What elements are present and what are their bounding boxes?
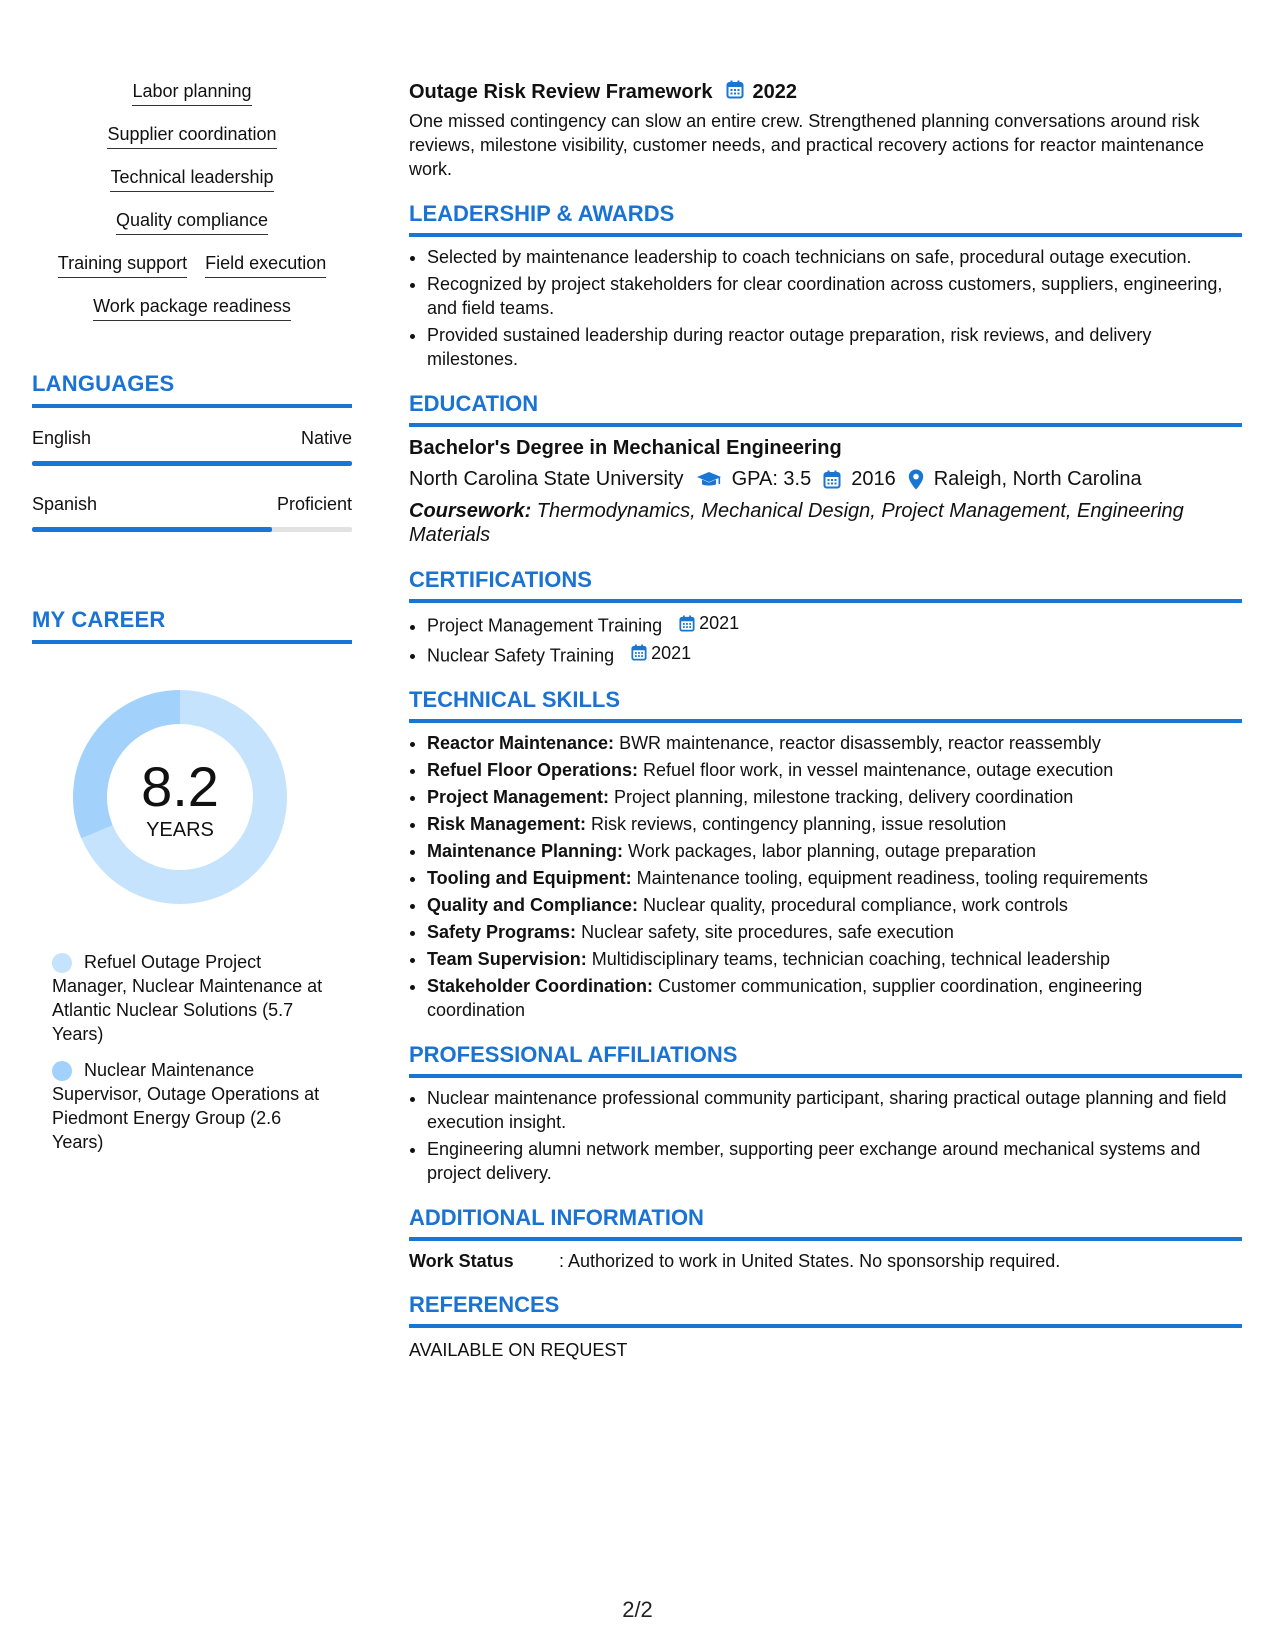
section-rule — [409, 719, 1242, 723]
certification-year: 2021 — [699, 613, 740, 633]
project-entry — [409, 80, 1242, 181]
skill-tag: Field execution — [205, 252, 326, 278]
certification-year: 2021 — [651, 642, 692, 663]
languages-heading: LANGUAGES — [32, 371, 175, 396]
education-meta — [409, 468, 1242, 491]
list-item: • Engineering alumni network member, supporting peer exchange around mechanical systems and project delivery. — [427, 1137, 1242, 1185]
project-year: 2022 — [752, 81, 797, 103]
certification-item — [427, 611, 1242, 638]
project-description: One missed contingency can slow an entire crew. Strengthened planning conversations around risk reviews, milestone visibility, customer needs, and practical recovery actions for reactor maintenance work. — [409, 111, 1205, 179]
skill-category: Project Management: — [427, 787, 610, 807]
education-degree: Bachelor's Degree in Mechanical Engineering — [409, 437, 842, 459]
technical-skill-item — [427, 947, 1242, 971]
skill-category: Maintenance Planning: — [427, 841, 624, 861]
work-status-row — [409, 1251, 1242, 1272]
calendar-icon — [631, 644, 647, 661]
additional-info-heading: ADDITIONAL INFORMATION — [409, 1205, 704, 1230]
career-role-label: Refuel Outage Project Manager, Nuclear Maintenance at Atlantic Nuclear Solutions (5.7 Years) — [52, 952, 323, 1044]
career-heading: MY CAREER — [32, 607, 166, 632]
skill-row — [32, 209, 352, 235]
certification-item — [427, 641, 1242, 668]
language-name: English — [32, 428, 92, 448]
skill-category: Reactor Maintenance: — [427, 733, 615, 753]
language-name: Spanish — [32, 494, 98, 514]
calendar-icon — [679, 615, 695, 632]
language-proficiency-bar — [32, 461, 352, 466]
certifications-list — [409, 611, 1242, 667]
skill-details: Nuclear quality, procedural compliance, work controls — [638, 895, 1068, 915]
section-rule — [409, 423, 1242, 427]
graduation-cap-icon — [696, 471, 722, 489]
location-pin-icon — [908, 469, 924, 490]
list-item: • Nuclear maintenance professional community participant, sharing practical outage planning and field execution insight. — [427, 1086, 1242, 1134]
skill-row — [32, 80, 352, 106]
technical-skill-item — [427, 920, 1242, 944]
legend-dot — [52, 1061, 72, 1081]
leadership-heading: LEADERSHIP & AWARDS — [409, 201, 675, 226]
technical-skill-item — [427, 785, 1242, 809]
references-text: AVAILABLE ON REQUEST — [409, 1340, 628, 1360]
career-section — [32, 607, 352, 1154]
project-title: Outage Risk Review Framework — [409, 81, 713, 103]
list-item: • Recognized by project stakeholders for clear coordination across customers, suppliers, engineering, and field teams. — [427, 272, 1242, 320]
skill-category: Risk Management: — [427, 814, 587, 834]
technical-skill-item — [427, 812, 1242, 836]
education-gpa: GPA: 3.5 — [731, 468, 812, 490]
technical-skill-item — [427, 866, 1242, 890]
left-column — [32, 80, 352, 1166]
skill-details: Work packages, labor planning, outage preparation — [623, 841, 1036, 861]
technical-skill-item — [427, 893, 1242, 917]
career-donut-chart — [67, 684, 293, 910]
skill-row — [32, 252, 352, 278]
skill-tag: Work package readiness — [93, 295, 291, 321]
skill-row — [32, 123, 352, 149]
work-status-label: Work Status — [409, 1251, 514, 1271]
total-years-label: YEARS — [146, 818, 214, 841]
coursework-list: Thermodynamics, Mechanical Design, Project Management, Engineering Materials — [409, 500, 1184, 546]
total-years-value: 8.2 — [141, 754, 219, 818]
language-proficiency-fill — [32, 527, 272, 532]
affiliations-list — [409, 1086, 1242, 1185]
career-legend-item — [52, 1058, 327, 1154]
skill-row — [32, 295, 352, 321]
donut-center — [67, 684, 293, 910]
education-location: Raleigh, North Carolina — [933, 468, 1142, 490]
language-item — [32, 494, 352, 532]
list-item: • Provided sustained leadership during reactor outage preparation, risk reviews, and delivery milestones. — [427, 323, 1242, 371]
technical-skill-item — [427, 758, 1242, 782]
skill-category: Tooling and Equipment: — [427, 868, 632, 888]
section-rule — [409, 1237, 1242, 1241]
skill-tag: Supplier coordination — [107, 123, 276, 149]
technical-skill-item — [427, 731, 1242, 755]
right-column — [409, 80, 1242, 1361]
skill-category: Refuel Floor Operations: — [427, 760, 639, 780]
skill-details: Project planning, milestone tracking, delivery coordination — [609, 787, 1074, 807]
language-item — [32, 428, 352, 466]
page-number: 2/2 — [622, 1597, 653, 1622]
technical-skill-item — [427, 839, 1242, 863]
leadership-list — [409, 245, 1242, 371]
language-proficiency-fill — [32, 461, 352, 466]
skill-tag: Quality compliance — [116, 209, 268, 235]
certifications-heading: CERTIFICATIONS — [409, 567, 592, 592]
skill-category: Stakeholder Coordination: — [427, 976, 654, 996]
skill-details: Refuel floor work, in vessel maintenance, outage execution — [638, 760, 1114, 780]
calendar-icon — [823, 470, 841, 489]
list-item: • Selected by maintenance leadership to coach technicians on safe, procedural outage execution. — [427, 245, 1242, 269]
skill-row — [32, 166, 352, 192]
technical-skill-item — [427, 974, 1242, 1022]
language-level: Native — [300, 428, 352, 448]
career-legend-item — [52, 950, 327, 1046]
affiliations-heading: PROFESSIONAL AFFILIATIONS — [409, 1042, 738, 1067]
technical-skills-list — [409, 731, 1242, 1022]
education-school: North Carolina State University — [409, 468, 684, 490]
skill-tag: Technical leadership — [110, 166, 273, 192]
skill-category: Safety Programs: — [427, 922, 577, 942]
skill-details: Nuclear safety, site procedures, safe execution — [576, 922, 954, 942]
career-legend — [52, 950, 327, 1154]
language-proficiency-bar — [32, 527, 352, 532]
section-rule — [409, 599, 1242, 603]
skill-category: Team Supervision: — [427, 949, 587, 969]
work-status-value: : Authorized to work in United States. No sponsorship required. — [559, 1251, 1061, 1271]
career-role-label: Nuclear Maintenance Supervisor, Outage Operations at Piedmont Energy Group (2.6 Years) — [52, 1060, 320, 1152]
education-year: 2016 — [851, 468, 896, 490]
language-level: Proficient — [276, 494, 352, 514]
skill-details: BWR maintenance, reactor disassembly, reactor reassembly — [614, 733, 1101, 753]
languages-section — [32, 371, 352, 532]
section-rule — [32, 404, 352, 408]
skill-details: Multidisciplinary teams, technician coaching, technical leadership — [586, 949, 1110, 969]
coursework-label: Coursework: — [409, 500, 532, 522]
legend-dot — [52, 953, 72, 973]
section-rule — [409, 233, 1242, 237]
skill-details: Customer communication, supplier coordination, engineering coordination — [427, 976, 1143, 1020]
certification-name: Project Management Training — [427, 615, 663, 636]
section-rule — [409, 1324, 1242, 1328]
section-rule — [32, 640, 352, 644]
calendar-icon — [726, 80, 744, 105]
section-rule — [409, 1074, 1242, 1078]
skill-details: Maintenance tooling, equipment readiness, tooling requirements — [631, 868, 1148, 888]
education-coursework — [409, 499, 1242, 547]
skill-tag: Labor planning — [132, 80, 251, 106]
technical-skills-heading: TECHNICAL SKILLS — [409, 687, 621, 712]
skill-tag: Training support — [58, 252, 187, 278]
skill-details: Risk reviews, contingency planning, issue resolution — [586, 814, 1007, 834]
education-heading: EDUCATION — [409, 391, 539, 416]
certification-name: Nuclear Safety Training — [427, 645, 615, 665]
skill-category: Quality and Compliance: — [427, 895, 639, 915]
references-heading: REFERENCES — [409, 1292, 560, 1317]
skills-tag-cloud — [32, 80, 352, 321]
